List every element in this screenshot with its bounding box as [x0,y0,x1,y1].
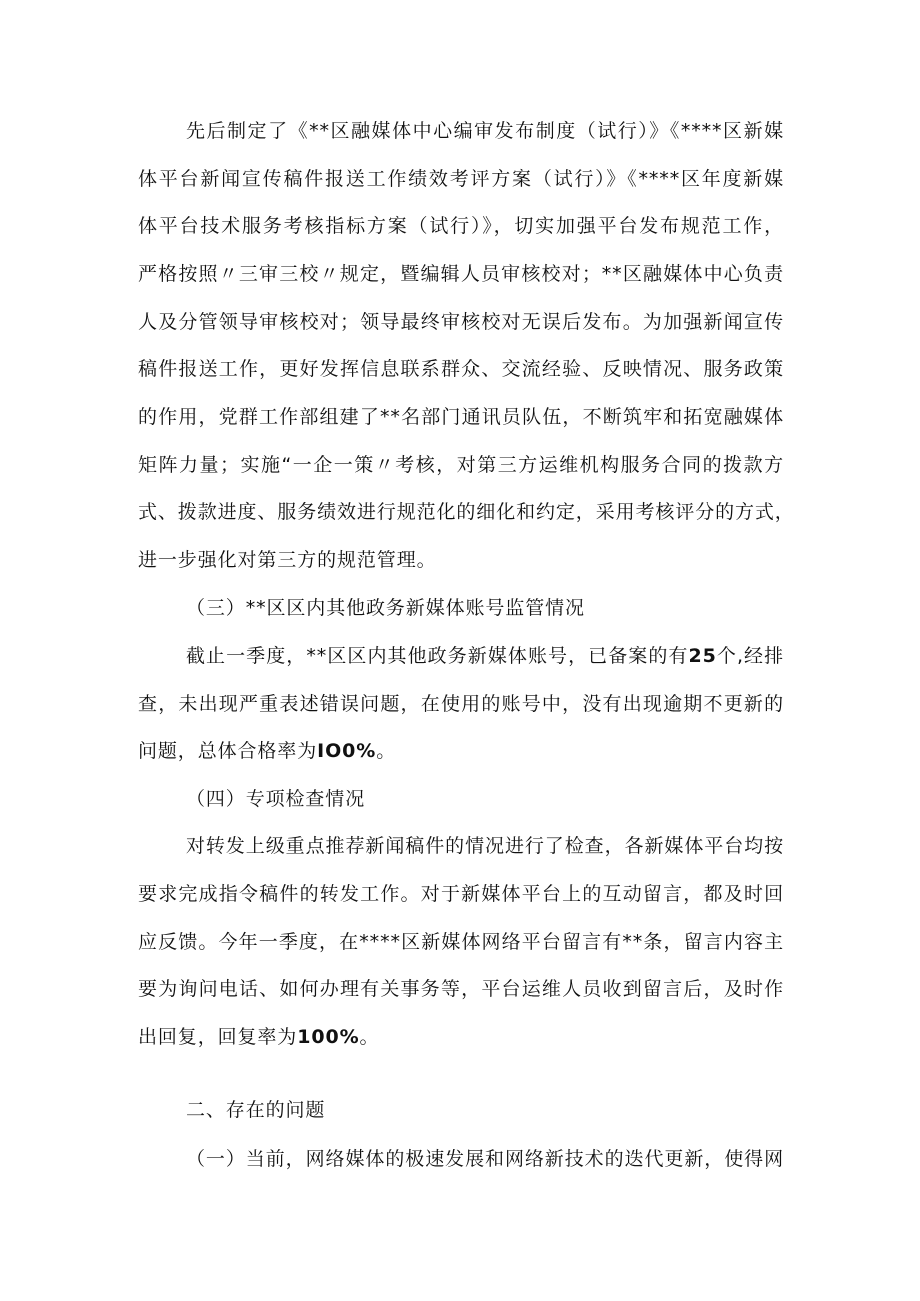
text-segment: 。 [376,740,397,762]
paragraph-line: 要为询问电话、如何办理有关事务等，平台运维人员收到留言后，及时作 [138,978,784,1000]
paragraph-line: 体平台技术服务考核指标方案（试行）》，切实加强平台发布规范工作， [138,215,784,237]
paragraph-line: （一）当前，网络媒体的极速发展和网络新技术的迭代更新，使得网 [186,1148,784,1170]
paragraph-line: 查，未出现严重表述错误问题，在使用的账号中，没有出现逾期不更新的 [138,693,784,715]
text-segment: 截止一季度，**区区内其他政务新媒体账号，已备案的有 [186,645,689,667]
account-count: 25 [688,645,717,667]
paragraph-line: 进一步强化对第三方的规范管理。 [138,549,437,571]
paragraph-line [138,1013,784,1061]
paragraph-line: 应反馈。今年一季度，在****区新媒体网络平台留言有**条，留言内容主 [138,931,784,953]
paragraph-line [138,727,784,775]
paragraph-line: 严格按照〃三审三校〃规定，暨编辑人员审核校对；**区融媒体中心负责 [138,263,784,285]
paragraph-line [186,632,784,680]
text-segment: 出回复，回复率为 [138,1026,298,1048]
text-segment: 问题，总体合格率为 [138,740,318,762]
paragraph-line: 人及分管领导审核校对；领导最终审核校对无误后发布。为加强新闻宣传 [138,311,784,333]
section-heading-4: （四）专项检查情况 [186,788,366,810]
paragraph-line: 稿件报送工作，更好发挥信息联系群众、交流经验、反映情况、服务政策 [138,358,784,380]
text-segment: 。 [359,1026,380,1048]
paragraph-line: 体平台新闻宣传稿件报送工作绩效考评方案（试行）》《****区年度新媒 [138,168,784,190]
reply-rate: 100% [297,1026,360,1048]
paragraph-line: 先后制定了《**区融媒体中心编审发布制度（试行）》《****区新媒 [186,120,784,142]
paragraph-line: 式、拨款进度、服务绩效进行规范化的细化和约定，采用考核评分的方式， [138,501,795,523]
paragraph-line: 的作用，党群工作部组建了**名部门通讯员队伍，不断筑牢和拓宽融媒体 [138,406,784,428]
text-segment: 个,经排 [716,645,785,667]
paragraph-line: 矩阵力量；实施“一企一策〃考核，对第三方运维机构服务合同的拨款方 [138,454,784,476]
paragraph-line: 对转发上级重点推荐新闻稿件的情况进行了检查，各新媒体平台均按 [186,835,784,857]
section-heading-2: 二、存在的问题 [186,1099,326,1121]
paragraph-line: 要求完成指令稿件的转发工作。对于新媒体平台上的互动留言，都及时回 [138,883,784,905]
section-heading-3: （三）**区区内其他政务新媒体账号监管情况 [186,597,585,619]
pass-rate: IO0% [317,740,377,762]
